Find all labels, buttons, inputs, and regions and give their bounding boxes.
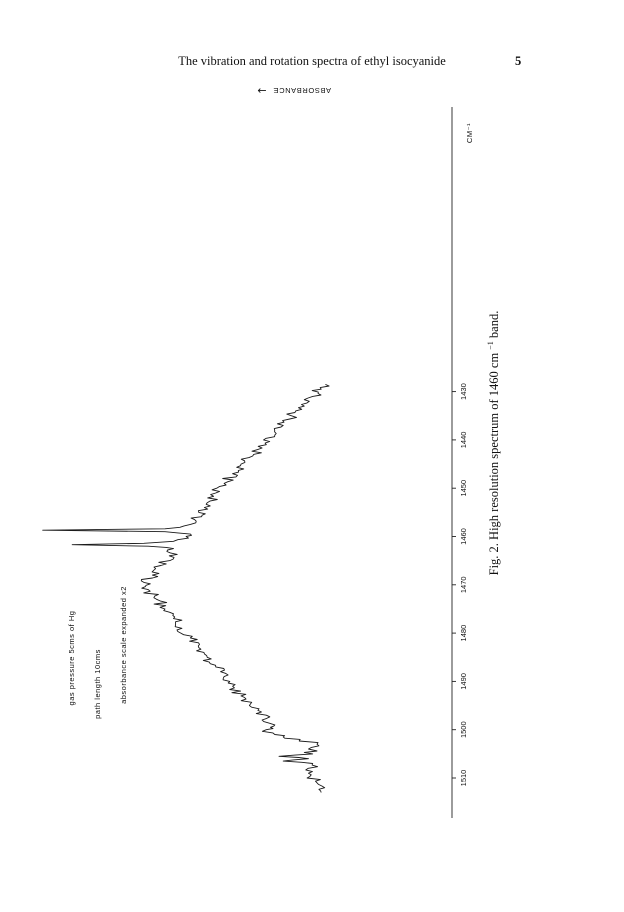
x-tick-label: 1500 [459, 721, 468, 739]
spectrum-trace [43, 384, 329, 792]
condition-gas-pressure: gas pressure 5cms of Hg [67, 610, 76, 706]
absorbance-label: ABSORBANCE [272, 86, 332, 95]
x-tick-label: 1430 [459, 383, 468, 400]
x-tick-label: 1490 [459, 673, 468, 690]
caption-text: High resolution spectrum of 1460 cm [487, 352, 501, 540]
x-axis-ticks [452, 383, 468, 786]
absorbance-arrow: ← [257, 84, 267, 97]
page-number: 5 [515, 54, 522, 68]
caption-superscript: −1 [486, 341, 495, 350]
figure-caption [482, 311, 501, 576]
running-title: The vibration and rotation spectra of ethyl isocyanide [178, 54, 446, 68]
x-tick-label: 1450 [459, 479, 468, 497]
condition-absorbance-scale: absorbance scale expanded x2 [119, 586, 128, 704]
x-tick-label: 1470 [459, 576, 468, 594]
plot-area [43, 384, 329, 792]
x-tick-label: 1510 [459, 769, 468, 787]
condition-path-length: path length 10cms [93, 649, 102, 719]
x-tick-label: 1480 [459, 624, 468, 642]
x-axis-unit-label: CM⁻¹ [465, 122, 474, 144]
caption-tail: band. [487, 310, 501, 339]
x-tick-label: 1440 [459, 431, 468, 449]
x-tick-label: 1460 [459, 528, 468, 545]
caption-fig-label: Fig. 2. [487, 543, 501, 576]
